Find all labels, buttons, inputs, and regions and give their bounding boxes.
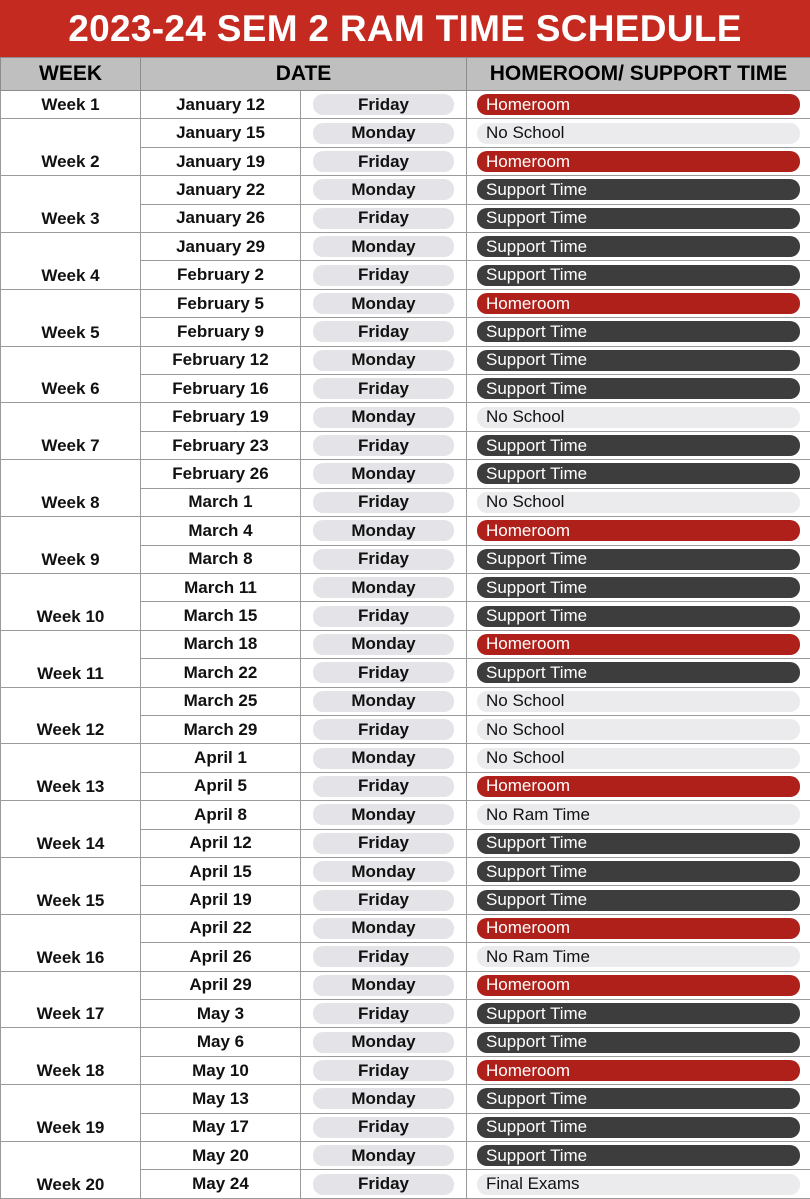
day-cell	[301, 687, 467, 715]
day-pill: Friday	[313, 1060, 454, 1081]
activity-cell	[467, 403, 810, 431]
date-cell: May 10	[141, 1056, 301, 1084]
activity-badge-support: Support Time	[477, 1117, 800, 1138]
week-label: Week 17	[1, 971, 141, 1028]
table-row	[1, 971, 810, 999]
activity-cell	[467, 573, 810, 601]
activity-badge-neutral: Final Exams	[477, 1174, 800, 1195]
day-pill: Monday	[313, 804, 454, 825]
day-cell	[301, 1170, 467, 1199]
day-cell	[301, 744, 467, 772]
date-cell: January 29	[141, 233, 301, 261]
day-pill: Monday	[313, 577, 454, 598]
day-cell	[301, 318, 467, 346]
week-label: Week 16	[1, 914, 141, 971]
activity-cell	[467, 119, 810, 147]
activity-cell	[467, 318, 810, 346]
activity-cell	[467, 1170, 810, 1199]
day-pill: Monday	[313, 407, 454, 428]
table-row	[1, 176, 810, 204]
activity-badge-support: Support Time	[477, 890, 800, 911]
activity-badge-neutral: No School	[477, 407, 800, 428]
activity-badge-neutral: No School	[477, 123, 800, 144]
day-cell	[301, 1113, 467, 1141]
activity-badge-support: Support Time	[477, 1003, 800, 1024]
day-cell	[301, 715, 467, 743]
table-row	[1, 346, 810, 374]
week-label: Week 5	[1, 289, 141, 346]
activity-cell	[467, 914, 810, 942]
date-cell: April 26	[141, 943, 301, 971]
date-cell: February 23	[141, 431, 301, 459]
day-pill: Friday	[313, 265, 454, 286]
date-cell: May 17	[141, 1113, 301, 1141]
activity-badge-support: Support Time	[477, 208, 800, 229]
page-title: 2023-24 SEM 2 RAM TIME SCHEDULE	[0, 0, 810, 57]
day-cell	[301, 147, 467, 175]
day-pill: Friday	[313, 719, 454, 740]
date-cell: January 22	[141, 176, 301, 204]
activity-cell	[467, 971, 810, 999]
date-cell: April 29	[141, 971, 301, 999]
activity-badge-support: Support Time	[477, 577, 800, 598]
day-pill: Friday	[313, 321, 454, 342]
table-row	[1, 233, 810, 261]
date-cell: February 9	[141, 318, 301, 346]
table-row	[1, 801, 810, 829]
activity-badge-neutral: No School	[477, 719, 800, 740]
activity-badge-support: Support Time	[477, 236, 800, 257]
day-pill: Friday	[313, 662, 454, 683]
activity-cell	[467, 857, 810, 885]
activity-badge-homeroom: Homeroom	[477, 918, 800, 939]
day-cell	[301, 801, 467, 829]
activity-cell	[467, 1000, 810, 1028]
activity-cell	[467, 715, 810, 743]
date-column-header: DATE	[141, 58, 467, 91]
date-cell: February 2	[141, 261, 301, 289]
date-cell: February 16	[141, 375, 301, 403]
date-cell: April 8	[141, 801, 301, 829]
activity-badge-homeroom: Homeroom	[477, 975, 800, 996]
day-cell	[301, 772, 467, 800]
week-column-header: WEEK	[1, 58, 141, 91]
activity-badge-support: Support Time	[477, 179, 800, 200]
day-cell	[301, 630, 467, 658]
day-cell	[301, 573, 467, 601]
date-cell: April 1	[141, 744, 301, 772]
day-pill: Friday	[313, 208, 454, 229]
day-cell	[301, 1142, 467, 1170]
activity-badge-homeroom: Homeroom	[477, 293, 800, 314]
date-cell: April 5	[141, 772, 301, 800]
day-cell	[301, 488, 467, 516]
table-row	[1, 517, 810, 545]
table-row	[1, 1085, 810, 1113]
day-cell	[301, 91, 467, 119]
activity-badge-homeroom: Homeroom	[477, 634, 800, 655]
day-cell	[301, 914, 467, 942]
table-row	[1, 857, 810, 885]
date-cell: April 15	[141, 857, 301, 885]
date-cell: May 3	[141, 1000, 301, 1028]
day-pill: Monday	[313, 975, 454, 996]
activity-cell	[467, 488, 810, 516]
week-label: Week 2	[1, 119, 141, 176]
day-cell	[301, 261, 467, 289]
week-label: Week 12	[1, 687, 141, 744]
activity-cell	[467, 744, 810, 772]
date-cell: March 29	[141, 715, 301, 743]
day-cell	[301, 886, 467, 914]
schedule-body	[1, 91, 810, 1199]
week-label: Week 9	[1, 517, 141, 574]
day-pill: Monday	[313, 1088, 454, 1109]
header-row	[1, 58, 810, 91]
activity-cell	[467, 1113, 810, 1141]
activity-cell	[467, 261, 810, 289]
activity-badge-neutral: No Ram Time	[477, 946, 800, 967]
activity-cell	[467, 346, 810, 374]
day-cell	[301, 176, 467, 204]
day-cell	[301, 204, 467, 232]
activity-cell	[467, 289, 810, 317]
date-cell: March 22	[141, 659, 301, 687]
activity-badge-homeroom: Homeroom	[477, 776, 800, 797]
day-pill: Monday	[313, 520, 454, 541]
activity-cell	[467, 1142, 810, 1170]
table-row	[1, 460, 810, 488]
date-cell: May 20	[141, 1142, 301, 1170]
week-label: Week 19	[1, 1085, 141, 1142]
date-cell: February 19	[141, 403, 301, 431]
day-pill: Monday	[313, 350, 454, 371]
day-cell	[301, 375, 467, 403]
day-cell	[301, 403, 467, 431]
date-cell: April 12	[141, 829, 301, 857]
date-cell: March 4	[141, 517, 301, 545]
day-pill: Monday	[313, 748, 454, 769]
activity-cell	[467, 233, 810, 261]
date-cell: March 11	[141, 573, 301, 601]
day-cell	[301, 602, 467, 630]
day-pill: Friday	[313, 492, 454, 513]
day-pill: Friday	[313, 946, 454, 967]
week-label: Week 4	[1, 233, 141, 290]
activity-badge-support: Support Time	[477, 1145, 800, 1166]
date-cell: January 15	[141, 119, 301, 147]
table-row	[1, 573, 810, 601]
date-cell: March 1	[141, 488, 301, 516]
week-label: Week 1	[1, 91, 141, 119]
activity-cell	[467, 147, 810, 175]
activity-cell	[467, 176, 810, 204]
activity-badge-support: Support Time	[477, 833, 800, 854]
day-cell	[301, 829, 467, 857]
table-row	[1, 1142, 810, 1170]
week-label: Week 14	[1, 801, 141, 858]
activity-cell	[467, 602, 810, 630]
day-pill: Monday	[313, 236, 454, 257]
activity-badge-homeroom: Homeroom	[477, 94, 800, 115]
activity-badge-neutral: No School	[477, 748, 800, 769]
day-pill: Monday	[313, 691, 454, 712]
activity-cell	[467, 545, 810, 573]
activity-badge-neutral: No Ram Time	[477, 804, 800, 825]
day-pill: Friday	[313, 94, 454, 115]
activity-cell	[467, 687, 810, 715]
week-label: Week 10	[1, 573, 141, 630]
table-row	[1, 403, 810, 431]
day-pill: Monday	[313, 179, 454, 200]
activity-badge-support: Support Time	[477, 1088, 800, 1109]
activity-cell	[467, 1028, 810, 1056]
table-row	[1, 119, 810, 147]
activity-badge-neutral: No School	[477, 492, 800, 513]
activity-badge-support: Support Time	[477, 463, 800, 484]
activity-cell	[467, 460, 810, 488]
day-pill: Monday	[313, 463, 454, 484]
day-cell	[301, 1000, 467, 1028]
activity-cell	[467, 886, 810, 914]
activity-cell	[467, 204, 810, 232]
date-cell: March 18	[141, 630, 301, 658]
day-cell	[301, 346, 467, 374]
table-row	[1, 630, 810, 658]
day-cell	[301, 659, 467, 687]
day-cell	[301, 1056, 467, 1084]
week-label: Week 3	[1, 176, 141, 233]
week-label: Week 8	[1, 460, 141, 517]
day-cell	[301, 1028, 467, 1056]
day-cell	[301, 1085, 467, 1113]
day-cell	[301, 971, 467, 999]
activity-cell	[467, 772, 810, 800]
date-cell: March 8	[141, 545, 301, 573]
day-cell	[301, 119, 467, 147]
table-row	[1, 289, 810, 317]
date-cell: March 25	[141, 687, 301, 715]
week-label: Week 15	[1, 857, 141, 914]
activity-badge-support: Support Time	[477, 378, 800, 399]
day-pill: Friday	[313, 1003, 454, 1024]
day-pill: Friday	[313, 378, 454, 399]
activity-badge-support: Support Time	[477, 265, 800, 286]
date-cell: May 24	[141, 1170, 301, 1199]
activity-cell	[467, 659, 810, 687]
activity-cell	[467, 431, 810, 459]
activity-cell	[467, 517, 810, 545]
day-cell	[301, 289, 467, 317]
week-label: Week 7	[1, 403, 141, 460]
date-cell: March 15	[141, 602, 301, 630]
activity-cell	[467, 943, 810, 971]
day-pill: Monday	[313, 918, 454, 939]
activity-badge-support: Support Time	[477, 1032, 800, 1053]
day-pill: Friday	[313, 833, 454, 854]
activity-badge-support: Support Time	[477, 350, 800, 371]
table-row	[1, 744, 810, 772]
activity-cell	[467, 829, 810, 857]
day-cell	[301, 517, 467, 545]
activity-badge-homeroom: Homeroom	[477, 520, 800, 541]
activity-badge-support: Support Time	[477, 549, 800, 570]
day-cell	[301, 857, 467, 885]
activity-badge-neutral: No School	[477, 691, 800, 712]
day-pill: Monday	[313, 293, 454, 314]
day-pill: Friday	[313, 606, 454, 627]
day-pill: Monday	[313, 1032, 454, 1053]
day-pill: Friday	[313, 776, 454, 797]
date-cell: April 22	[141, 914, 301, 942]
date-cell: May 6	[141, 1028, 301, 1056]
table-row	[1, 914, 810, 942]
day-pill: Friday	[313, 549, 454, 570]
day-pill: Monday	[313, 123, 454, 144]
week-label: Week 18	[1, 1028, 141, 1085]
day-cell	[301, 545, 467, 573]
date-cell: January 26	[141, 204, 301, 232]
schedule-table	[0, 57, 810, 1199]
date-cell: January 19	[141, 147, 301, 175]
day-pill: Monday	[313, 861, 454, 882]
activity-badge-support: Support Time	[477, 321, 800, 342]
week-label: Week 6	[1, 346, 141, 403]
activity-cell	[467, 801, 810, 829]
table-row	[1, 91, 810, 119]
day-cell	[301, 233, 467, 261]
day-pill: Friday	[313, 1174, 454, 1195]
activity-cell	[467, 630, 810, 658]
date-cell: April 19	[141, 886, 301, 914]
day-pill: Friday	[313, 435, 454, 456]
day-pill: Friday	[313, 1117, 454, 1138]
activity-column-header: HOMEROOM/ SUPPORT TIME	[467, 58, 810, 91]
day-pill: Friday	[313, 151, 454, 172]
day-pill: Monday	[313, 1145, 454, 1166]
date-cell: May 13	[141, 1085, 301, 1113]
date-cell: February 26	[141, 460, 301, 488]
activity-badge-homeroom: Homeroom	[477, 151, 800, 172]
activity-badge-support: Support Time	[477, 606, 800, 627]
day-cell	[301, 431, 467, 459]
day-pill: Friday	[313, 890, 454, 911]
table-row	[1, 1028, 810, 1056]
activity-badge-support: Support Time	[477, 435, 800, 456]
week-label: Week 13	[1, 744, 141, 801]
week-label: Week 20	[1, 1142, 141, 1199]
activity-badge-support: Support Time	[477, 662, 800, 683]
day-pill: Monday	[313, 634, 454, 655]
date-cell: January 12	[141, 91, 301, 119]
activity-cell	[467, 91, 810, 119]
day-cell	[301, 460, 467, 488]
day-cell	[301, 943, 467, 971]
date-cell: February 5	[141, 289, 301, 317]
activity-cell	[467, 375, 810, 403]
activity-badge-homeroom: Homeroom	[477, 1060, 800, 1081]
activity-badge-support: Support Time	[477, 861, 800, 882]
date-cell: February 12	[141, 346, 301, 374]
week-label: Week 11	[1, 630, 141, 687]
table-row	[1, 687, 810, 715]
activity-cell	[467, 1056, 810, 1084]
activity-cell	[467, 1085, 810, 1113]
